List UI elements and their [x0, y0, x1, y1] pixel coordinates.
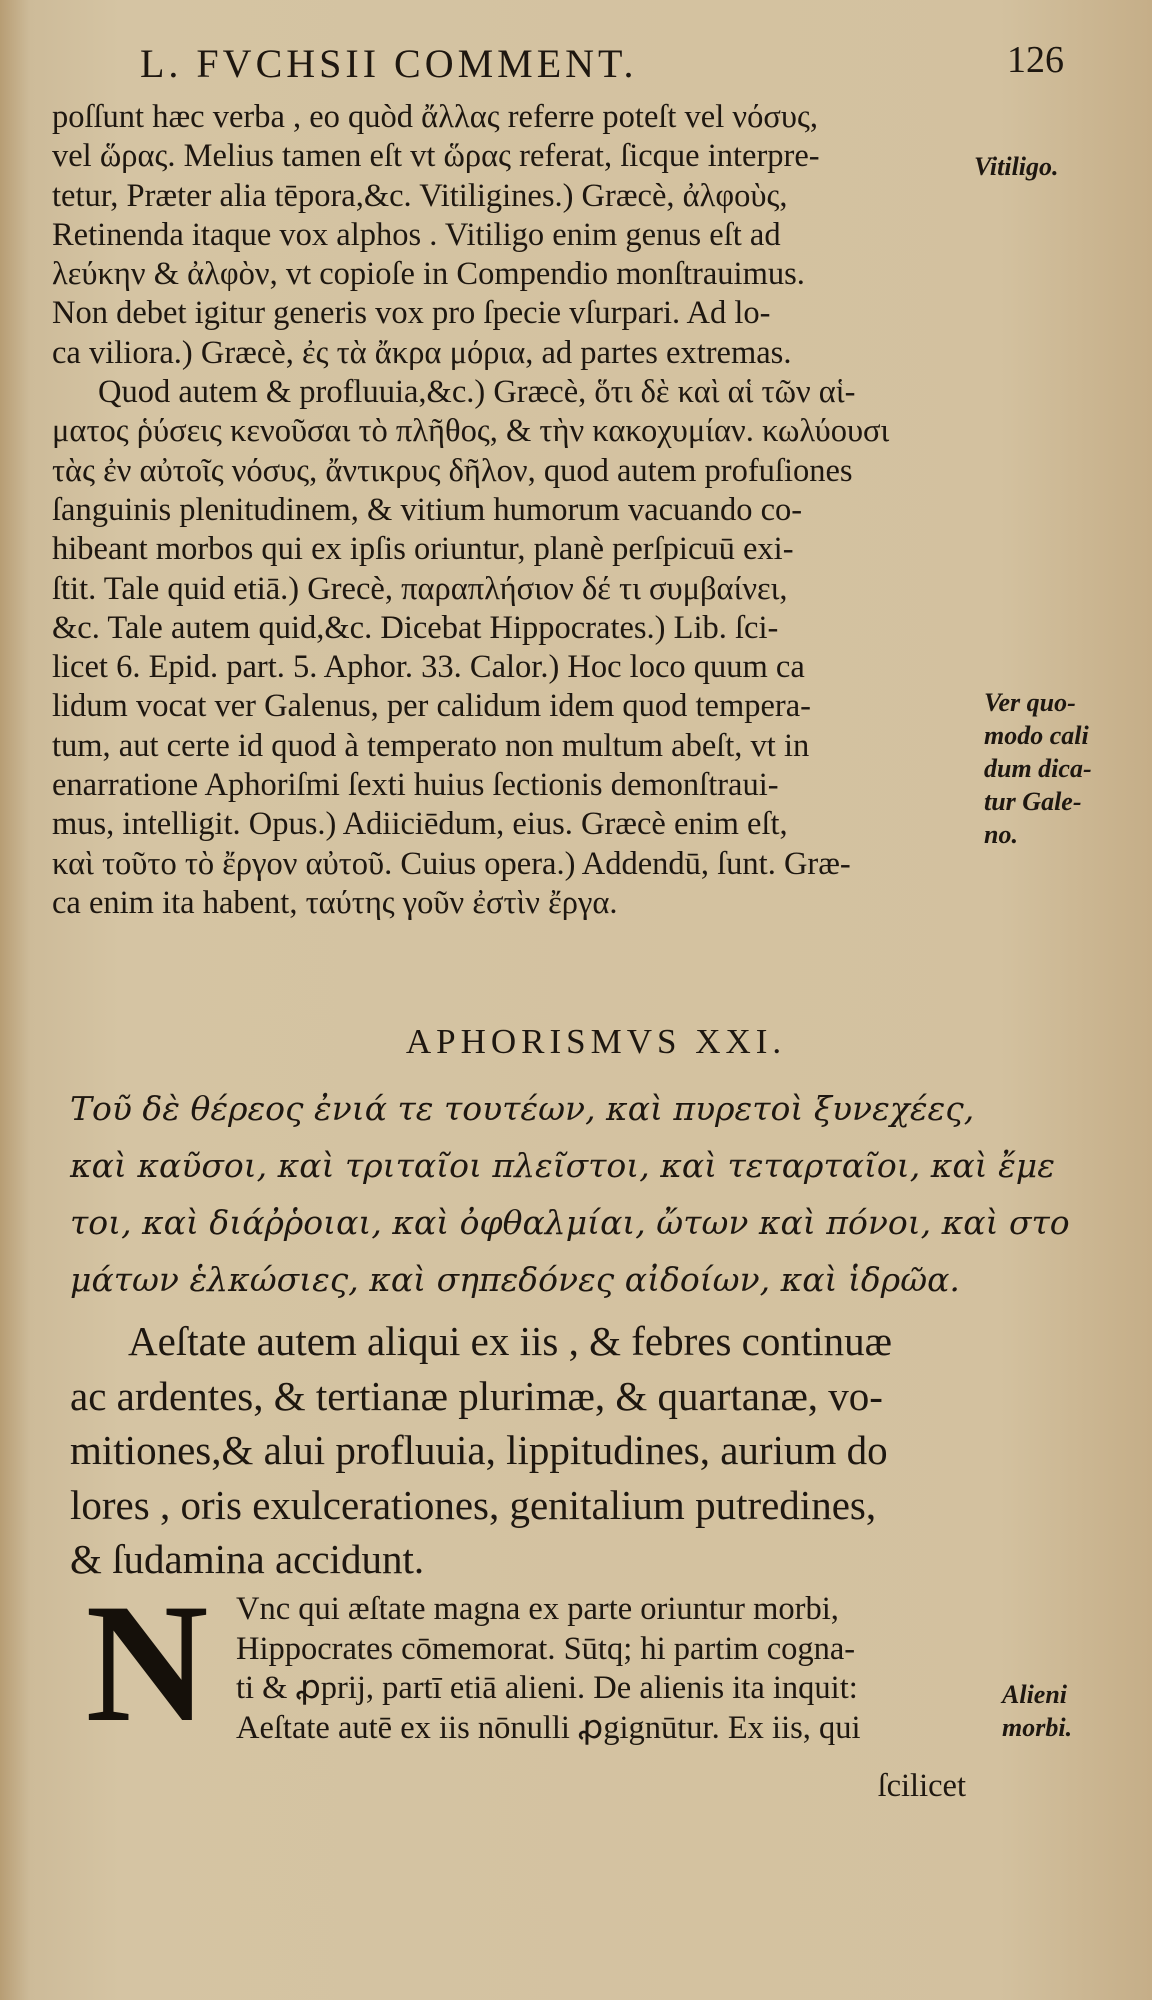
running-head: L. FVCHSII COMMENT.	[140, 41, 638, 86]
body-line: ti & ꝓprij, partī etiā alieni. De alienis ita inquit:	[236, 1670, 858, 1706]
commentary-block	[52, 98, 972, 923]
margin-note-line: tur Gale-	[984, 787, 1082, 816]
latin-line: lores , oris exulcerationes, genitalium putredines,	[70, 1481, 877, 1528]
commentary-line: tum, aut certe id quod à temperato non multum abeſt, vt in	[52, 727, 810, 764]
catchword: ſcilicet	[877, 1768, 966, 1804]
commentary-line: licet 6. Epid. part. 5. Aphor. 33. Calor.) Hoc loco quum ca	[52, 649, 805, 686]
commentary-line: ca viliora.) Græcè, ἐς τὰ ἄκρα μόρια, ad partes extremas.	[52, 334, 792, 371]
commentary-line: tetur, Præter alia tēpora,&c. Vitiligines.) Græcè, ἀλφοὺς,	[52, 177, 788, 214]
commentary-line: ſtit. Tale quid etiā.) Grecè, παραπλήσιον δέ τι συμβαίνει,	[52, 570, 788, 607]
decorated-initial-n	[78, 1592, 216, 1732]
page-number: 126	[1007, 39, 1064, 81]
commentary-line: Non debet igitur generis vox pro ſpecie vſurpari. Ad lo-	[52, 295, 771, 332]
latin-line: mitiones,& alui profluuia, lippitudines, aurium do	[70, 1427, 888, 1473]
body-line: Vnc qui æſtate magna ex parte oriuntur morbi,	[236, 1591, 839, 1627]
latin-translation	[70, 1314, 990, 1587]
commentary-line: enarratione Aphoriſmi ſexti huius ſectionis demonſtraui-	[52, 767, 779, 804]
commentary-line: Retinenda itaque vox alphos . Vitiligo enim genus eſt ad	[52, 216, 781, 253]
greek-text	[70, 1080, 1070, 1308]
body-line: Aeſtate autē ex iis nōnulli ꝓgignūtur. Ex iis, qui	[236, 1709, 861, 1746]
commentary-line: &c. Tale autem quid,&c. Dicebat Hippocrates.) Lib. ſci-	[52, 609, 779, 646]
commentary-line: λεύκην & ἀλφὸν, vt copioſe in Compendio monſtrauimus.	[52, 256, 805, 293]
commentary-line: καὶ τοῦτο τὸ ἔργον αὐτοῦ. Cuius opera.) Addendū, ſunt. Græ-	[52, 845, 851, 882]
latin-line: & ſudamina accidunt.	[70, 1536, 425, 1582]
margin-note-line: Vitiligo.	[974, 152, 1059, 181]
commentary-line: ca enim ita habent, ταύτης γοῦν ἐστὶν ἔργα.	[52, 884, 618, 921]
greek-line: καὶ καῦσοι, καὶ τριταῖοι πλεῖστοι, καὶ τεταρταῖοι, καὶ ἔμε	[70, 1146, 1055, 1185]
commentary-line: poſſunt hæc verba , eo quòd ἄλλας referre poteſt vel νόσυς,	[52, 99, 818, 135]
commentary-line: Quod autem & profluuia,&c.) Græcè, ὅτι δὲ καὶ αἱ τῶν αἱ-	[98, 374, 856, 411]
commentary-line: τὰς ἐν αὐτοῖς νόσυς, ἄντικρυς δῆλον, quod autem profuſiones	[52, 452, 853, 489]
initial-letter: N	[85, 1592, 209, 1732]
margin-note-vitiligo	[974, 150, 1059, 183]
margin-note-ver	[984, 686, 1092, 851]
margin-note-line: no.	[984, 820, 1018, 849]
margin-note-line: Alieni	[1002, 1680, 1068, 1709]
body-line: Hippocrates cōmemorat. Sūtq; hi partim cogna-	[236, 1630, 856, 1667]
greek-line: τοι, καὶ διάῤῥοιαι, καὶ ὀφθαλμίαι, ὤτων καὶ πόνοι, καὶ στο	[70, 1203, 1070, 1242]
greek-line: μάτων ἑλκώσιες, καὶ σηπεδόνες αἰδοίων, καὶ ἱδρῶα.	[70, 1260, 960, 1299]
margin-note-line: dum dica-	[984, 754, 1092, 783]
commentary-line: ſanguinis plenitudinem, & vitium humorum vacuando co-	[52, 491, 803, 528]
margin-note-line: Ver quo-	[984, 688, 1076, 717]
commentary-line: hibeant morbos qui ex ipſis oriuntur, planè perſpicuū exi-	[52, 531, 794, 568]
latin-line: Aeſtate autem aliqui ex iis , & febres continuæ	[128, 1318, 892, 1364]
margin-note-line: morbi.	[1002, 1713, 1073, 1742]
commentary-line: ματος ῥύσεις κενοῦσαι τὸ πλῆθος, & τὴν κακοχυμίαν. κωλύουσι	[52, 413, 890, 450]
aphorism-heading: APHORISMVS XXI.	[405, 1022, 787, 1061]
margin-note-line: modo cali	[984, 721, 1089, 750]
margin-note-alieni	[1002, 1678, 1072, 1744]
commentary-line: mus, intelligit. Opus.) Adiiciēdum, eius. Græcè enim eſt,	[52, 806, 788, 843]
latin-line: ac ardentes, & tertianæ plurimæ, & quartanæ, vo-	[70, 1372, 883, 1419]
commentary-line: lidum vocat ver Galenus, per calidum idem quod tempera-	[52, 688, 811, 725]
commentary-line: vel ὥρας. Melius tamen eſt vt ὥρας referat, ſicque interpre-	[52, 138, 820, 175]
greek-line: Τοῦ δὲ θέρεος ἐνιά τε τουτέων, καὶ πυρετοὶ ξυνεχέες,	[70, 1089, 975, 1128]
commentary-intro	[236, 1590, 996, 1748]
